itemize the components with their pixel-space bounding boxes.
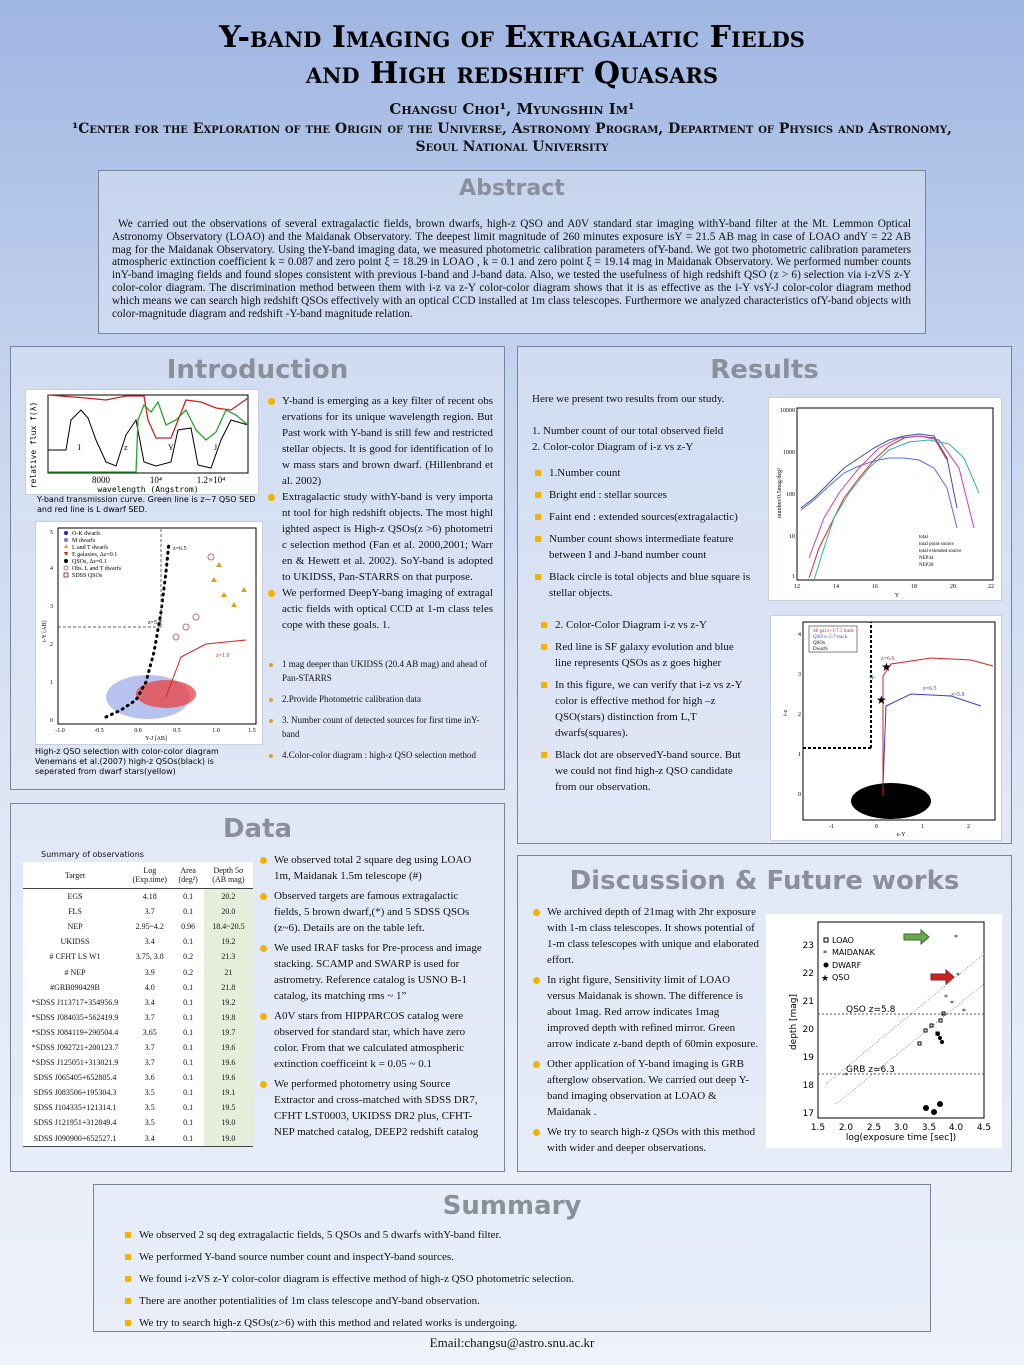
table-cell-target: UKIDSS xyxy=(60,937,90,947)
discussion-bullet-4: We try to search high-z QSOs with this method with wider and deeper observations. xyxy=(532,1124,760,1156)
depth-ytick-17: 17 xyxy=(802,1109,814,1119)
introduction-heading: Introduction xyxy=(166,355,349,385)
summary-heading: Summary xyxy=(442,1191,582,1221)
table-row xyxy=(23,1085,253,1100)
table-cell-value: 3.7 xyxy=(144,907,155,917)
col-exptime: Log (Exp.time) xyxy=(127,862,173,889)
cc-qso-star-1: ★ xyxy=(881,660,892,674)
authors: Changsu Choi¹, Myungshin Im¹ xyxy=(389,100,635,118)
col-target: Target xyxy=(23,862,127,889)
summary-bullet-5: We try to search high-z QSOs(z>6) with this method and related works is undergoing. xyxy=(124,1315,914,1331)
table-cell-target: *SDSS J084035+562419.9 xyxy=(31,1012,119,1022)
depth-legend-loao: LOAO xyxy=(832,936,854,945)
ytick-5: 5 xyxy=(50,530,53,536)
data-heading: Data xyxy=(222,814,293,844)
table-cell-target: # CFHT LS W1 xyxy=(49,952,101,962)
xtick-0: 0.0 xyxy=(134,728,142,734)
table-cell-target: SDSS J104335+121314.1 xyxy=(33,1103,117,1113)
table-row xyxy=(23,980,253,995)
color-color-figure xyxy=(770,615,1002,841)
introduction-panel xyxy=(10,346,505,790)
legend-sdss-qsos: SDSS QSOs xyxy=(72,573,103,579)
results-b1-4: Black circle is total objects and blue square is stellar objects. xyxy=(534,569,760,601)
selection-figure xyxy=(35,521,263,745)
table-cell-value: 19.8 xyxy=(204,1010,253,1025)
selection-xlabel: Y-J [AB] xyxy=(145,736,167,742)
ytick-2: 2 xyxy=(50,642,53,648)
count-xlabel: Y xyxy=(894,593,900,599)
table-cell-value: 0.1 xyxy=(173,1131,204,1147)
table-caption: Summary of observations xyxy=(41,850,144,859)
table-cell-value: 0.1 xyxy=(183,1058,194,1068)
legend-obs-lt: Obs. L and T dwarfs xyxy=(72,566,122,572)
table-cell-value: 3.4 xyxy=(144,937,155,947)
cc-qso-cross: + xyxy=(869,670,876,684)
depth-xtick-30: 3.0 xyxy=(893,1123,909,1133)
count-ylabel: number/0.5mag/deg² xyxy=(777,468,783,518)
table-cell-target: SDSS J083506+195304.3 xyxy=(33,1088,117,1098)
depth-ytick-19: 19 xyxy=(802,1053,814,1063)
results-b1-0: 1.Number count xyxy=(534,465,760,481)
count-legend-extended: total extended source xyxy=(919,549,962,554)
depth-legend-qso: QSO xyxy=(832,973,850,982)
band-label-i: I xyxy=(78,443,81,452)
table-cell-value: 3.65 xyxy=(142,1027,157,1037)
count-legend-total: total xyxy=(919,535,928,540)
depth-xlabel: log(exposure time [sec]) xyxy=(845,1133,957,1143)
red-arrow xyxy=(931,970,954,984)
depth-legend xyxy=(821,936,876,984)
cc-qso-star-2: ★ xyxy=(876,693,887,707)
summary-bullet-4: There are another potentialities of 1m class telescope andY-band observation. xyxy=(124,1293,914,1309)
table-row xyxy=(23,934,253,949)
goal-3: 3. Number count of detected sources for first time inY-band xyxy=(267,713,493,741)
table-cell-target: SDSS J090900+652527.1 xyxy=(23,1131,127,1147)
depth-ytick-20: 20 xyxy=(802,1025,814,1035)
table-cell-value: 0.2 xyxy=(183,967,194,977)
cc-xticks xyxy=(829,824,970,830)
band-label-z: z xyxy=(124,443,128,452)
depth-yticks xyxy=(803,941,815,1119)
count-xtick-20: 20 xyxy=(950,584,956,590)
table-cell-target: *SDSS J084119+290504.4 xyxy=(31,1027,119,1037)
selection-ylabel: i-Y [AB] xyxy=(42,620,48,642)
table-cell-value: 3.7 xyxy=(144,1012,155,1022)
intro-bullet-2: Extragalactic study withY-band is very important tool for high redshift objects. The most highlighted aspect is High-z QSOs(z >6) photometric selection method (Fan et al. 2000,2001; Warren & Hewett et al. 2002). SoY-band is adopted to UKIDSS, Pan-STARRS on that purpose. xyxy=(267,489,493,585)
cc-yticks xyxy=(798,632,801,798)
count-xtick-14: 14 xyxy=(833,584,839,590)
data-bullet-3: We used IRAF tasks for Pre-process and image stacking. SCAMP and SWARP is used for astrometry. Reference catalog is USNO B-1 catalog, its matching rms ~ 1” xyxy=(259,940,485,1004)
count-legend-nep28: NEP28 xyxy=(919,563,934,568)
count-ytick-10: 10 xyxy=(789,534,795,540)
table-cell-value: 20.0 xyxy=(204,904,253,919)
data-bullet-5: We performed photometry using Source Extractor and cross-matched with SDSS DR7, CFHT LST0003, UKIDSS DR2 plus, CFHT-NEP matched catalog, DEEP2 redshift catalog xyxy=(259,1076,485,1140)
title-line-2: and High redshift Quasars xyxy=(305,56,719,91)
cc-legend-qsos: QSOs xyxy=(813,641,825,646)
title-line-1: Y-band Imaging of Extragalatic Fields xyxy=(219,20,805,55)
count-ytick-1: 1 xyxy=(792,574,795,580)
table-cell-target: SDSS J121951+312849.4 xyxy=(33,1118,117,1128)
table-cell-value: 3.7 xyxy=(144,1042,155,1052)
table-body xyxy=(23,889,253,1147)
number-count-plot xyxy=(769,398,1001,600)
observed-dwarfs xyxy=(211,562,247,607)
data-panel xyxy=(10,803,505,1172)
table-cell-target: #GRB090429B xyxy=(50,982,100,992)
transmission-figure xyxy=(25,389,259,495)
table-header-row xyxy=(23,862,253,889)
cc-ytick-1: 1 xyxy=(798,752,801,758)
number-count-figure xyxy=(768,397,1002,601)
loao-points xyxy=(918,1012,945,1045)
table-row xyxy=(23,1100,253,1115)
depth-xtick-15: 1.5 xyxy=(810,1123,826,1133)
count-xtick-16: 16 xyxy=(872,584,878,590)
count-legend xyxy=(919,535,962,568)
xtick-m1: -1.0 xyxy=(55,728,65,734)
table-cell-target: # NEP xyxy=(64,967,86,977)
goal-2: 2.Provide Photometric calibration data xyxy=(267,692,493,706)
xtick-1: 1.0 xyxy=(212,728,220,734)
selection-yticks xyxy=(50,530,53,724)
transmission-caption: Y-band transmission curve. Green line is z~7 QSO SED and red line is L dwarf SED. xyxy=(37,495,256,514)
label-qso-z58: QSO z=5.8 xyxy=(846,1005,896,1015)
table-cell-value: 3.5 xyxy=(144,1103,155,1113)
table-cell-value: 3.75, 3.8 xyxy=(135,952,164,962)
legend-qsos: QSOs, Δz=0.1 xyxy=(72,559,107,565)
table-cell-value: 19.0 xyxy=(204,1131,253,1147)
cc-xtick-2: 2 xyxy=(967,824,970,830)
label-z58: z=5.8 xyxy=(148,620,162,626)
table-row xyxy=(23,1131,253,1147)
svg-text:*: * xyxy=(962,1007,966,1016)
table-cell-value: 3.4 xyxy=(127,1131,173,1147)
table-cell-value: 3.5 xyxy=(144,1118,155,1128)
discussion-panel xyxy=(517,855,1012,1172)
discussion-bullets xyxy=(532,904,760,1156)
depth-xtick-25: 2.5 xyxy=(866,1123,882,1133)
table-cell-value: 0.1 xyxy=(183,1103,194,1113)
results-panel xyxy=(517,346,1012,844)
col-depth: Depth 5σ (AB mag) xyxy=(204,862,253,889)
results-b2-3: Black dot are observedY-band source. But we could not find high-z QSO candidate from our observation. xyxy=(540,747,750,795)
band-label-y: Y xyxy=(168,443,174,452)
cc-ytick-3: 3 xyxy=(798,672,801,678)
table-cell-value: 0.1 xyxy=(183,1073,194,1083)
table-cell-target: SDSS J065405+652805.4 xyxy=(33,1073,117,1083)
legend-e-galaxies: E galaxies, Δz=0.1 xyxy=(72,552,118,558)
results-b2-2: In this figure, we can verify that i-z vs z-Y color is effective method for high –z QSO(stars) distinction from L,T dwarfs(squares). xyxy=(540,677,750,741)
table-cell-value: 21.3 xyxy=(204,949,253,964)
data-bullets xyxy=(259,852,485,1140)
table-cell-target: NEP xyxy=(67,922,83,932)
transmission-plot xyxy=(26,390,258,494)
count-xtick-18: 18 xyxy=(911,584,917,590)
results-heading: Results xyxy=(710,355,819,385)
table-cell-value: 4.0 xyxy=(144,982,155,992)
depth-figure xyxy=(766,914,1002,1148)
table-row xyxy=(23,995,253,1010)
svg-text:*: * xyxy=(844,1071,848,1080)
transmission-xlabel: wavelength (Angstrom) xyxy=(97,485,199,494)
intro-bullet-1: Y-band is emerging as a key filter of recent observations for its unique wavelength region. But Past work with Y-band is still few and restricted stellar objects. It is good for identification of low mass stars and brown dwarf. (Hillenbrand et al. 2002) xyxy=(267,393,493,489)
table-row xyxy=(23,919,253,934)
discussion-bullet-3: Other application of Y-band imaging is GRB afterglow observation. We carried out deep Y-band imaging observation at LOAO & Maidanak . xyxy=(532,1056,760,1120)
table-row xyxy=(23,889,253,905)
cc-legend xyxy=(809,626,857,652)
tick-8000: 8000 xyxy=(92,475,110,485)
cc-ytick-0: 0 xyxy=(798,792,801,798)
table-cell-value: 20.2 xyxy=(204,889,253,905)
count-legend-nep44: NEP44 xyxy=(919,556,934,561)
abstract-text: We carried out the observations of several extragalactic fields, brown dwarfs, high-z QSO and A0V standard star imaging withY-band filter at the Mt. Lemmon Optical Astronomy Observatory (LOAO) and the Maidanak Observatory. The deepest limit magnitude of 260 minutes exposure isY = 21.5 AB mag in case of LOAO andY = 22 AB mag for the Maidanak Observatory. Using theY-band imaging data, we measured photometric calibration parameters ofY-band. We got two photometric calibration parameters atmospheric extinction coefficient k = 0.087 and zero point ξ = 18.29 in LOAO , k = 0.1 and zero point ξ = 19.14 mag in Maidanak Observatory. We performed number counts inY-band imaging fields and found slopes consistent with previous I-band and J-band data. Also, we tested the usefulness of high redshift QSO (z > 6) selection via i-zVS z-Y color-color diagram. The discrimination method between them with i-z va z-Y color-color diagram shows that it is as effective as the i-Y vsY-J color-color diagram method which means we can search high redshift QSOs effectively with an optical CCD installed at 1m class telescopes. Furthermore we analyzed characteristics ofY-band objects with color-magnitude diagram and redshift -Y-band magnitude relation. xyxy=(112,218,911,320)
results-b1-1: Bright end : stellar sources xyxy=(534,487,760,503)
depth-ytick-21: 21 xyxy=(802,997,814,1007)
selection-xticks xyxy=(55,728,256,734)
tick-1-2e4: 1.2×10⁴ xyxy=(196,475,226,485)
intro-bullets xyxy=(267,393,493,633)
ytick-4: 4 xyxy=(50,566,53,572)
table-cell-target: *SDSS J092721+200123.7 xyxy=(31,1042,119,1052)
results-intro: Here we present two results from our study. xyxy=(532,393,725,405)
results-item-1: 1. Number count of our total observed field xyxy=(532,425,724,437)
transmission-frame xyxy=(48,395,248,473)
depth-xtick-20: 2.0 xyxy=(838,1123,854,1133)
count-xticks xyxy=(794,584,994,590)
table-cell-value: 0.96 xyxy=(181,922,196,932)
table-cell-value: 19.2 xyxy=(204,995,253,1010)
svg-text:*: * xyxy=(950,999,954,1008)
qso-points xyxy=(936,1032,944,1044)
table-cell-target: EGS xyxy=(67,892,83,902)
table-cell-value: 21.8 xyxy=(204,980,253,995)
depth-ytick-22: 22 xyxy=(802,969,814,979)
tick-1e4: 10⁴ xyxy=(149,475,163,485)
depth-xtick-35: 3.5 xyxy=(921,1123,937,1133)
xtick-m05: -0.5 xyxy=(94,728,104,734)
count-ytick-100: 100 xyxy=(786,492,795,498)
table-cell-value: 21 xyxy=(204,964,253,979)
table-row xyxy=(23,949,253,964)
label-grb-z63: GRB z=6.3 xyxy=(846,1065,895,1075)
intro-bullet-3: We performed DeepY-bang imaging of extragalactic fields with optical CCD at 1-m class telescope with these goals. 1. xyxy=(267,585,493,633)
band-label-j: J xyxy=(214,443,218,452)
summary-bullet-3: We found i-zVS z-Y color-color diagram is effective method of high-z QSO photometric selection. xyxy=(124,1271,914,1287)
data-bullet-4: A0V stars from HIPPARCOS catalog were observed for standard star, which have zero color. From that we calculated atmospheric extinction coefficeint k = 0.05 ~ 0.1 xyxy=(259,1008,485,1072)
results-bullets-1 xyxy=(534,465,760,601)
cc-source-cloud xyxy=(851,783,931,819)
count-total-line xyxy=(801,434,957,508)
results-b1-2: Faint end : extended sources(extragalactic) xyxy=(534,509,760,525)
l-dwarf-sed-line xyxy=(48,395,248,438)
affiliation: ¹Center for the Exploration of the Origin of the Universe, Astronomy Program, Department of Physics and Astronomy, Seoul National University xyxy=(72,121,952,155)
selection-caption: High-z QSO selection with color-color diagram Venemans et al.(2007) high-z QSOs(black) is seperated from dwarf stars(yellow) xyxy=(35,747,219,776)
ytick-0: 0 xyxy=(50,718,53,724)
table-cell-value: 19.6 xyxy=(204,1055,253,1070)
table-cell-value: 3.6 xyxy=(144,1073,155,1083)
legend-ok-dwarfs: O-K dwarfs xyxy=(72,531,101,537)
depth-trend-line-1 xyxy=(836,984,984,1104)
depth-xtick-40: 4.0 xyxy=(948,1123,964,1133)
table-cell-value: 4.18 xyxy=(142,892,157,902)
cc-label-z65: z=6.5 xyxy=(923,686,937,692)
goal-1: 1 mag deeper than UKIDSS (20.4 AB mag) and ahead of Pan-STARRS xyxy=(267,657,493,685)
svg-text:*: * xyxy=(954,933,958,942)
cc-qso-track xyxy=(883,694,981,786)
legend-m-dwarfs: M dwarfs xyxy=(72,538,96,544)
depth-legend-dwarf: DWARF xyxy=(832,961,862,970)
table-cell-value: 0.2 xyxy=(183,952,194,962)
xtick-15: 1.5 xyxy=(248,728,256,734)
table-cell-value: 19.6 xyxy=(204,1040,253,1055)
results-b2-1: Red line is SF galaxy evolution and blue line represents QSOs as z goes higher xyxy=(540,639,750,671)
table-cell-value: 0.1 xyxy=(183,1042,194,1052)
table-cell-value: 2.95~4.2 xyxy=(135,922,164,932)
cc-xtick-0: 0 xyxy=(875,824,878,830)
count-legend-point: total point source xyxy=(919,542,954,547)
col-area: Area (deg²) xyxy=(173,862,204,889)
xtick-05: 0.5 xyxy=(173,728,181,734)
table-cell-value: 19.6 xyxy=(204,1070,253,1085)
label-z65: z=6.5 xyxy=(173,546,187,552)
table-cell-value: 3.4 xyxy=(144,997,155,1007)
table-row xyxy=(23,1070,253,1085)
results-bullets-2 xyxy=(540,617,750,795)
table-cell-value: 18.4~20.5 xyxy=(204,919,253,934)
dwarf-tracks xyxy=(173,554,214,640)
table-row xyxy=(23,964,253,979)
summary-bullets xyxy=(124,1227,914,1331)
table-cell-value: 0.1 xyxy=(183,982,194,992)
table-cell-target: *SDSS J113717+354956.9 xyxy=(31,997,119,1007)
table-cell-value: 19.1 xyxy=(204,1085,253,1100)
depth-ytick-18: 18 xyxy=(802,1081,814,1091)
ytick-1: 1 xyxy=(50,680,53,686)
table-cell-value: 0.1 xyxy=(183,1012,194,1022)
cc-legend-dwarfs: Dwarfs xyxy=(813,647,828,652)
abstract-heading: Abstract xyxy=(459,176,565,201)
table-cell-value: 3.9 xyxy=(144,967,155,977)
discussion-heading: Discussion & Future works xyxy=(569,866,960,896)
goal-4: 4.Color-color diagram : high-z QSO selection method xyxy=(267,748,493,762)
color-color-plot xyxy=(771,616,1001,840)
label-z10: z=1.0 xyxy=(216,653,230,659)
dwarf-points xyxy=(923,1101,943,1115)
table-cell-value: 0.1 xyxy=(183,1027,194,1037)
count-ytick-1000: 1000 xyxy=(783,450,795,456)
table-row xyxy=(23,1040,253,1055)
table-cell-value: 0.1 xyxy=(183,997,194,1007)
legend-lt-dwarfs: L and T dwarfs xyxy=(72,545,109,551)
table-row xyxy=(23,1055,253,1070)
table-row xyxy=(23,1025,253,1040)
cc-xlabel: z-Y xyxy=(896,832,906,838)
count-ytick-10000: 10000 xyxy=(780,408,795,414)
cc-ylabel: i-z xyxy=(783,709,789,716)
contact-email: Email:changsu@astro.snu.ac.kr xyxy=(429,1335,595,1350)
table-cell-value: 3.7 xyxy=(144,1058,155,1068)
summary-bullet-1: We observed 2 sq deg extragalactic fields, 5 QSOs and 5 dwarfs withY-band filter. xyxy=(124,1227,914,1243)
results-item-2: 2. Color-color Diagram of i-z vs z-Y xyxy=(532,441,694,453)
count-frame xyxy=(797,408,993,580)
cc-xtick-1: 1 xyxy=(921,824,924,830)
svg-text:*: * xyxy=(956,971,960,980)
results-b2-0: 2. Color-Color Diagram i-z vs z-Y xyxy=(540,617,750,633)
cc-legend-qso-track: QSO z~5-7 track xyxy=(813,635,848,640)
depth-plot xyxy=(766,914,1002,1148)
depth-xticks xyxy=(811,1123,991,1133)
depth-xtick-45: 4.5 xyxy=(976,1123,992,1133)
depth-ylabel: depth [mag] xyxy=(789,993,799,1051)
cc-label-z58: z=5.8 xyxy=(951,692,965,698)
table-cell-value: 0.1 xyxy=(183,1118,194,1128)
green-arrow xyxy=(904,930,929,944)
table-cell-value: 0.1 xyxy=(183,892,194,902)
depth-ytick-23: 23 xyxy=(802,941,814,951)
svg-text:*: * xyxy=(944,993,948,1002)
table-cell-value: 19.7 xyxy=(204,1025,253,1040)
summary-bullet-2: We performed Y-band source number count and inspectY-band sources. xyxy=(124,1249,914,1265)
discussion-bullet-2: In right figure, Sensitivity limit of LOAO versus Maidanak is shown. The difference is about 1mag. Red arrow indicates 1mag improved depth with refined mirror. Green arrow indicate z-band depth of 60min exposure. xyxy=(532,972,760,1052)
table-cell-value: 19.0 xyxy=(204,1115,253,1130)
table-cell-target: *SDSS J125051+313021.9 xyxy=(31,1058,119,1068)
cc-xtick-m1: -1 xyxy=(829,824,834,830)
poster-title xyxy=(0,20,1024,92)
table-row xyxy=(23,1115,253,1130)
table-cell-target: FLS xyxy=(68,907,82,917)
svg-text:★: ★ xyxy=(821,974,830,984)
table-cell-value: 0.1 xyxy=(183,907,194,917)
summary-panel xyxy=(93,1184,931,1332)
count-xtick-22: 22 xyxy=(988,584,994,590)
table-cell-value: 19.5 xyxy=(204,1100,253,1115)
transmission-ylabel: relative flux f(λ) xyxy=(29,401,38,489)
table-row xyxy=(23,1010,253,1025)
results-b1-3: Number count shows intermediate feature between I and J-band number count xyxy=(534,531,760,563)
data-bullet-1: We observed total 2 square deg using LOAO 1m, Maidanak 1.5m telescope (#) xyxy=(259,852,485,884)
table-cell-value: 3.5 xyxy=(144,1088,155,1098)
svg-text:*: * xyxy=(823,949,827,958)
abstract-panel xyxy=(98,170,926,334)
table-cell-value: 19.2 xyxy=(204,934,253,949)
ytick-3: 3 xyxy=(50,604,53,610)
cc-sf-track xyxy=(883,658,993,796)
table-cell-value: 0.1 xyxy=(183,1088,194,1098)
cc-ytick-4: 4 xyxy=(798,632,801,638)
cc-legend-sf: SF gal z~1-7.5 track xyxy=(813,629,854,634)
intro-goals xyxy=(267,657,493,762)
selection-plot xyxy=(36,522,262,744)
table-cell-value: 0.1 xyxy=(183,937,194,947)
cc-label-z66: z=6.6 xyxy=(881,656,895,662)
count-xtick-12: 12 xyxy=(794,584,800,590)
cc-ytick-2: 2 xyxy=(798,712,801,718)
depth-legend-maidanak: MAIDANAK xyxy=(832,948,875,957)
selection-legend xyxy=(64,530,122,579)
table-row xyxy=(23,904,253,919)
discussion-bullet-1: We archived depth of 21mag with 2hr exposure with 1-m class telescopes. It shows potential of 1-m class telescopes with unique and elaborated effort. xyxy=(532,904,760,968)
observations-table xyxy=(23,862,253,1147)
data-bullet-2: Observed targets are famous extragalactic fields, 5 brown dwarf,(*) and 5 SDSS QSOs (z~6). Details are on the table left. xyxy=(259,888,485,936)
